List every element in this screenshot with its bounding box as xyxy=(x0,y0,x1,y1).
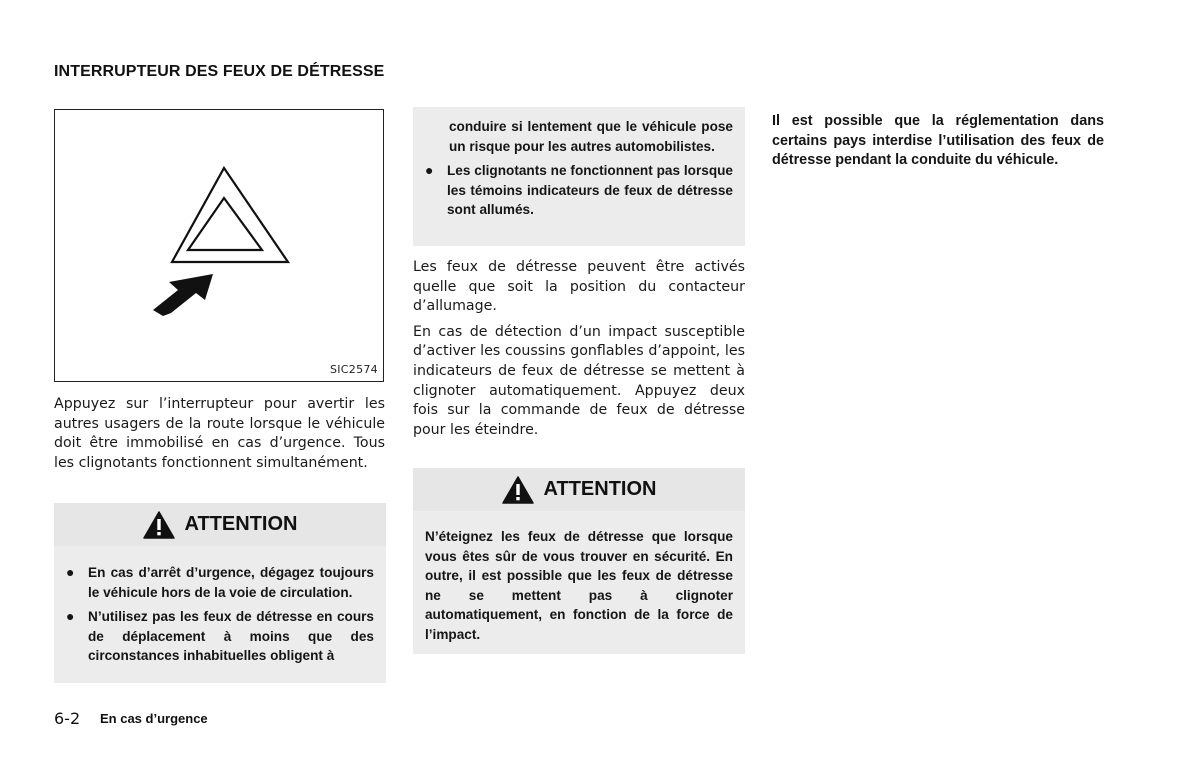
body-paragraphs xyxy=(413,258,745,446)
intro-paragraph xyxy=(54,395,385,479)
warning-triangle-icon xyxy=(143,511,175,539)
regulation-note: Il est possible que la réglementation dans certains pays interdise l’utilisation des feux de détresse pendant la conduite du véhicule. xyxy=(772,113,1104,169)
intro-text: Appuyez sur l’interrupteur pour avertir les autres usagers de la route lorsque le véhicule doit être immobilisé en cas d’urgence. Tous les clignotants fonctionnent simultanément. xyxy=(54,396,385,471)
warning-body xyxy=(413,511,745,654)
figure-code: SIC2574 xyxy=(329,363,378,376)
warning-label: ATTENTION xyxy=(543,478,657,500)
warning-triangle-icon xyxy=(502,476,534,504)
bullet-icon: ● xyxy=(66,564,75,580)
warning-continuation: conduire si lentement que le véhicule pose un risque pour les autres automobilistes. xyxy=(449,119,733,154)
hazard-triangle-icon xyxy=(172,168,288,262)
warning-item: ● Les clignotants ne fonctionnent pas lorsque les témoins indicateurs de feux de détresse sont allumés. xyxy=(425,161,733,220)
bullet-icon: ● xyxy=(425,162,434,179)
figure-illustration xyxy=(55,110,385,383)
warning-item: ● En cas d’arrêt d’urgence, dégagez toujours le véhicule hors de la voie de circulation. xyxy=(66,563,374,602)
warning-body xyxy=(54,546,386,683)
warning-label: ATTENTION xyxy=(184,513,298,535)
footer-section: En cas d’urgence xyxy=(100,711,208,726)
bullet-icon: ● xyxy=(66,608,75,625)
warning-text: N’éteignez les feux de détresse que lorsque vous êtes sûr de vous trouver en sécurité. En outre, il est possible que les feux de détresse ne se mettent pas à clignoter automatiquement, en fonction de la force de l’impact. xyxy=(425,529,733,642)
paragraph: En cas de détection d’un impact susceptible d’activer les coussins gonflables d’appoint, les indicateurs de feux de détresse se mettent à clignoter automatiquement. Appuyez deux fois sur la commande de feux de détresse pour les éteindre. xyxy=(413,323,745,438)
paragraph: Les feux de détresse peuvent être activés quelle que soit la position du contacteur d’allumage. xyxy=(413,259,745,315)
warning-header xyxy=(54,503,386,546)
page-number: 6-2 xyxy=(54,709,81,728)
warning-box-1 xyxy=(54,503,386,683)
figure-hazard-switch xyxy=(54,109,384,382)
arrow-icon xyxy=(153,274,213,316)
section-title: INTERRUPTEUR DES FEUX DE DÉTRESSE xyxy=(54,63,385,80)
warning-box-2 xyxy=(413,468,745,654)
warning-header xyxy=(413,468,745,511)
warning-item: ● N’utilisez pas les feux de détresse en cours de déplacement à moins que des circonstances inhabituelles obligent à xyxy=(66,607,374,666)
warning-continued xyxy=(413,107,745,246)
